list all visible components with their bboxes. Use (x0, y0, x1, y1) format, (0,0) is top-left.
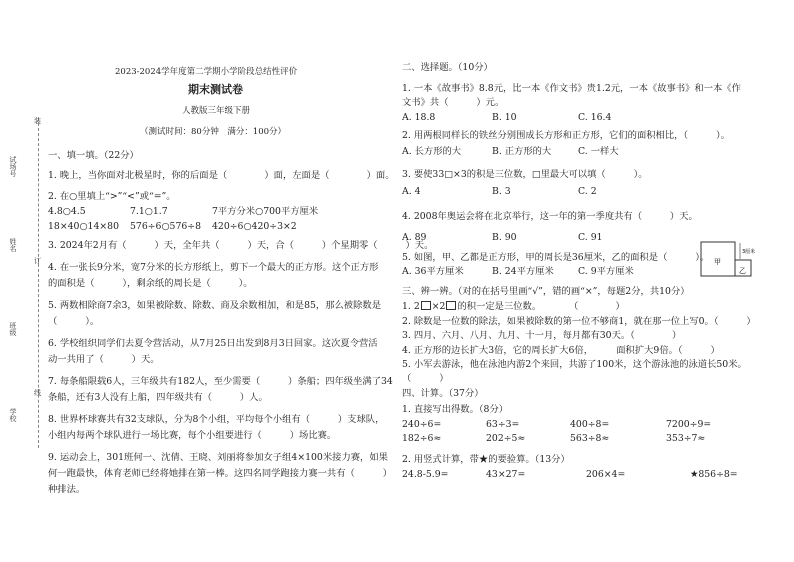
section-2-heading: 二、选择题。（10分） (402, 62, 493, 73)
binding-label-school: 学校 (9, 408, 17, 422)
s1-line-9b: 何一跑最快，体育老师已经将她排在第一棒。这四名同学跑接力赛一共有（ ） (48, 468, 392, 479)
s3-j2: 2. 除数是一位数的除法，如果被除数的第一位不够商1，就在那一位上写0。（ ） (402, 316, 756, 327)
s1-line-3: 3. 2024年2月有（ ）天，全年共（ ）天，合（ ）个星期零（ ）天。 (48, 240, 434, 251)
binding-mark-xian: 线 (34, 389, 41, 397)
s1-line-6: 6. 学校组织同学们去夏令营活动，从7月25日出发到8月3日回家。这次夏令营活 (48, 338, 378, 349)
blank-box (446, 301, 456, 310)
s3-j1 (402, 301, 625, 313)
s4-r1-3: 400÷8= (570, 419, 610, 430)
s1-line-7: 7. 每条船限载6人，三年级共有182人，至少需要（ ）条船；四年级坐满了34 (48, 376, 393, 387)
s4-c2: 2. 用竖式计算，带★的要验算。（13分） (402, 454, 570, 465)
s4-r2-4: 353÷7≈ (666, 433, 706, 444)
s4-r2-2: 202÷5≈ (486, 433, 526, 444)
s2-q1-option-a: A. 18.8 (402, 112, 436, 123)
s1-line-5: 5. 两数相除商7余3，如果被除数、除数、商及余数相加，和是85，那么被除数是 (48, 300, 381, 311)
exam-title: 期末测试卷 (188, 83, 243, 96)
s2-q4-option-c: C. 91 (578, 232, 603, 243)
s1-line-8: 8. 世界杯球赛共有32支球队，分为8个小组，平均每个小组有（ ）支球队， (48, 414, 385, 425)
s1-line-4: 4. 在一张长9分米，宽7分米的长方形纸上，剪下一个最大的正方形。这个正方形 (48, 262, 379, 273)
s1-line-9c: 种排法。 (48, 484, 86, 495)
s2-q2-option-a: A. 长方形的大 (402, 146, 462, 157)
binding-dashed-line (38, 118, 39, 448)
s3-j5b: （ ） (402, 373, 449, 384)
s4-r1-4: 7200÷9= (666, 419, 712, 430)
s1-line-4b: 的面积是（ ），剩余纸的周长是（ ）。 (48, 278, 253, 289)
s2-q4: 4. 2008年奥运会将在北京举行，这一年的第一季度共有（ ）天。 (402, 211, 698, 222)
s4-c1: 1. 直接写出得数。（8分） (402, 404, 509, 415)
s2-q5-option-c: C. 9平方厘米 (578, 266, 634, 277)
square-figure (700, 241, 790, 279)
s4-r3-1: 24.8-5.9= (402, 469, 449, 480)
s4-r1-1: 240÷6= (402, 419, 442, 430)
s1-line-7b: 条船，还有3人没有上船，四年级共有（ ）人。 (48, 392, 268, 403)
s1-line-8b: 小组内每两个球队进行一场比赛，每个小组要进行（ ）场比赛。 (48, 430, 337, 441)
s4-r3-2: 43×27= (486, 469, 526, 480)
binding-label-exam-room: 试场号 (9, 156, 17, 177)
s1-compare-5: 576÷6○576÷8 (130, 221, 202, 232)
section-1-heading: 一、填一填。（22分） (48, 150, 139, 161)
s2-q3-option-b: B. 3 (492, 186, 511, 197)
s3-j4: 4. 正方形的边长扩大3倍，它的周长扩大6倍， 面积扩大9倍。（ ） (402, 345, 720, 356)
binding-mark-ding: 订 (34, 257, 41, 265)
s1-line-6b: 动一共用了（ ）天。 (48, 354, 160, 365)
s2-q3-option-a: A. 4 (402, 186, 421, 197)
s2-q2: 2. 用两根同样长的铁丝分别围成长方形和正方形，它们的面积相比，（ ）。 (402, 130, 730, 141)
section-4-heading: 四、计算。（37分） (402, 388, 484, 399)
binding-label-class: 班级 (9, 322, 17, 336)
s1-compare-4: 18×40○14×80 (48, 221, 120, 232)
s3-j3: 3. 四月、六月、八月、九月、十一月，每月都有30天。（ ） (402, 330, 682, 341)
s1-line-2: 2. 在○里填上“>”“<”或“=”。 (48, 191, 176, 202)
s4-r1-2: 63÷3= (486, 419, 520, 430)
s2-q3-option-c: C. 2 (578, 186, 597, 197)
s2-q2-option-b: B. 正方形的大 (492, 146, 552, 157)
s1-line-5b: （ ）。 (48, 316, 100, 327)
s2-q5-option-a: A. 36平方厘米 (402, 266, 464, 277)
s1-compare-1: 4.8○4.5 (48, 206, 86, 217)
s3-j5: 5. 小军去游泳，他在泳池内游2个来回，共游了100米，这个游泳池的泳道长50米。 (402, 359, 747, 370)
s3-j1-part-a: 1. 2 (402, 301, 420, 312)
dim-label: 3厘米 (742, 249, 756, 255)
s4-r3-4: ★856÷8= (690, 469, 738, 480)
exam-year-line: 2023-2024学年度第二学期小学阶段总结性评价 (115, 67, 298, 77)
blank-box (421, 301, 431, 310)
s4-r2-1: 182÷6≈ (402, 433, 442, 444)
s2-q1-option-b: B. 10 (492, 112, 517, 123)
s1-compare-6: 420÷6○420÷3×2 (212, 221, 297, 232)
square-jia-label: 甲 (714, 258, 721, 266)
s2-q3: 3. 要使33□×3的积是三位数，□里最大可以填（ ）。 (402, 169, 648, 180)
s2-q1b: 文书》共（ ）元。 (402, 97, 505, 108)
s2-q1: 1. 一本《故事书》8.8元，比一本《作文书》贵1.2元，一本《故事书》和一本《作 (402, 83, 741, 94)
s3-j1-part-c: 的积一定是三位数。 （ ） (457, 301, 625, 312)
s1-compare-2: 7.1○1.7 (130, 206, 168, 217)
s2-q1-option-c: C. 16.4 (578, 112, 612, 123)
square-yi-label: 乙 (739, 267, 746, 275)
exam-subtitle: 人教版三年级下册 (182, 106, 251, 116)
s4-r3-3: 206×4= (586, 469, 626, 480)
s2-q5-option-b: B. 24平方厘米 (492, 266, 554, 277)
section-3-heading: 三、辨一辨。（对的在括号里画“√”，错的画“×”，每题2分，共10分） (402, 286, 690, 297)
s3-j1-part-b: ×2 (431, 301, 446, 312)
s1-compare-3: 7平方分米○700平方厘米 (212, 206, 319, 217)
binding-label-name: 姓名 (9, 238, 17, 252)
s2-q4-option-a: A. 89 (402, 232, 427, 243)
s1-line-9: 9. 运动会上，301班何一、沈倩、王晓、刘丽将参加女子组4×100米接力赛，如果 (48, 452, 388, 463)
s2-q4-option-b: B. 90 (492, 232, 517, 243)
exam-info: （测试时间：80分钟 满分：100分） (140, 127, 287, 137)
binding-mark-zhuang: 装 (34, 117, 41, 125)
s1-line-1: 1. 晚上，当你面对北极星时，你的后面是（ ）面，左面是（ ）面。 (48, 170, 395, 181)
s4-r2-3: 563÷8≈ (570, 433, 610, 444)
s2-q2-option-c: C. 一样大 (578, 146, 619, 157)
s2-q5: 5. 如图，甲、乙都是正方形，甲的周长是36厘米，乙的面积是（ ）。 (402, 252, 710, 263)
